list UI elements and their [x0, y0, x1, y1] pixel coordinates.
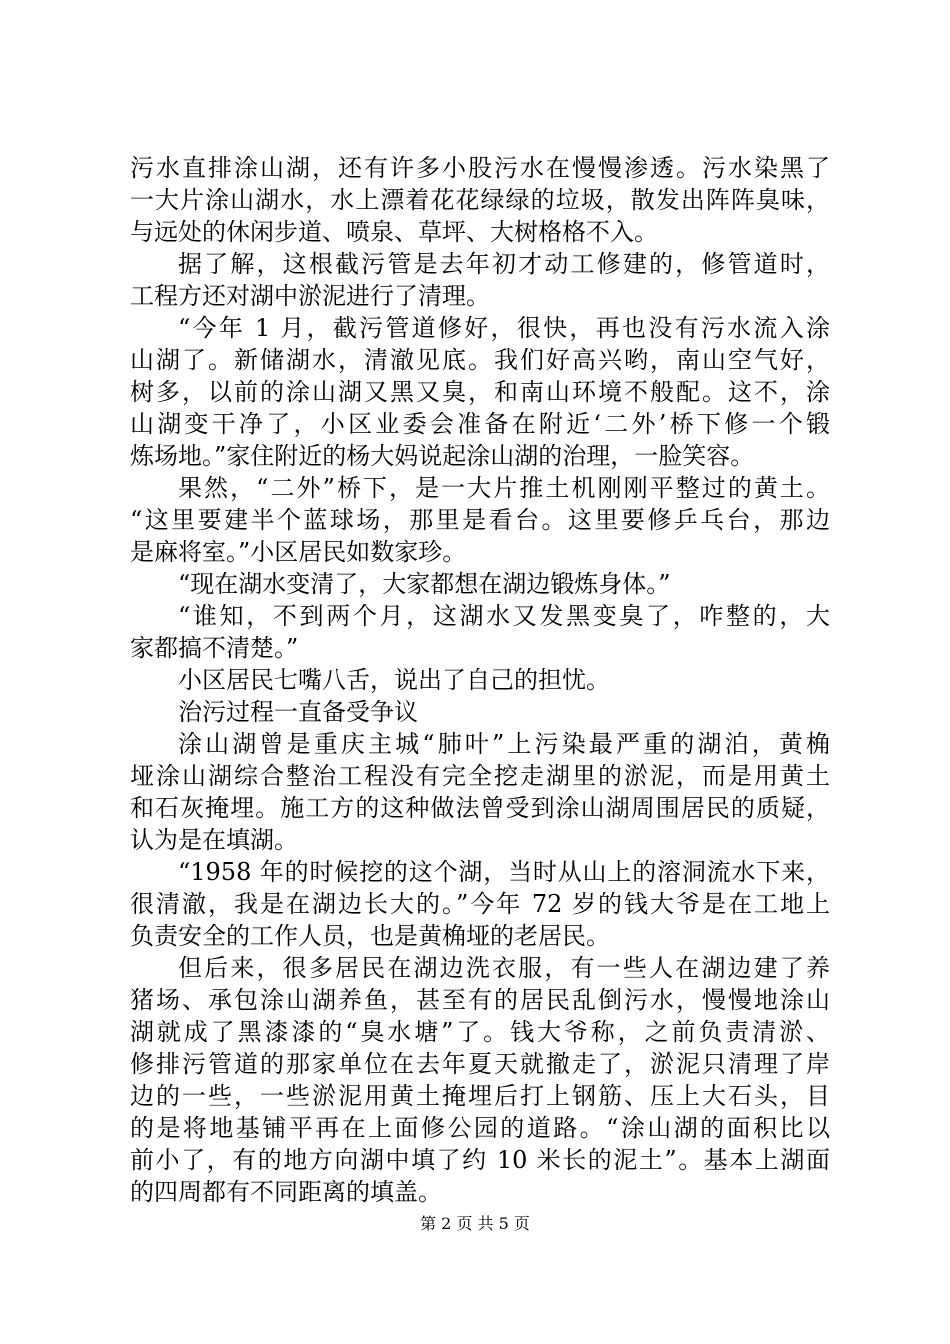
- text-line: 修排污管道的那家单位在去年夏天就撤走了，淤泥只清理了岸: [130, 1050, 830, 1078]
- text-line: 与远处的休闲步道、喷泉、草坪、大树格格不入。: [130, 218, 658, 246]
- text-line: 湖就成了黑漆漆的“臭水塘”了。钱大爷称，之前负责清淤、: [130, 1018, 830, 1046]
- text-line: “这里要建半个蓝球场，那里是看台。这里要修乒乓台，那边: [130, 506, 830, 534]
- article-body: [130, 152, 830, 1208]
- text-line: “1958 年的时候挖的这个湖，当时从山上的溶洞流水下来，: [178, 858, 830, 886]
- page-footer: [0, 1213, 950, 1235]
- text-line: 边的一些，一些淤泥用黄土掩埋后打上钢筋、压上大石头，目: [130, 1082, 830, 1110]
- page-number: 第 2 页 共 5 页: [420, 1214, 530, 1233]
- text-line: 猪场、承包涂山湖养鱼，甚至有的居民乱倒污水，慢慢地涂山: [130, 986, 830, 1014]
- text-line: 一大片涂山湖水，水上漂着花花绿绿的垃圾，散发出阵阵臭味，: [130, 186, 830, 214]
- text-line: 据了解，这根截污管是去年初才动工修建的，修管道时，: [178, 250, 830, 278]
- text-line: 工程方还对湖中淤泥进行了清理。: [130, 282, 490, 310]
- text-line: “今年 1 月，截污管道修好，很快，再也没有污水流入涂: [178, 314, 830, 342]
- text-line: 和石灰掩埋。施工方的这种做法曾受到涂山湖周围居民的质疑，: [130, 794, 830, 822]
- text-line: 山湖了。新储湖水，清澈见底。我们好高兴哟，南山空气好，: [130, 346, 830, 374]
- text-line: 树多，以前的涂山湖又黑又臭，和南山环境不般配。这不，涂: [130, 378, 830, 406]
- text-line: 果然，“二外”桥下，是一大片推土机刚刚平整过的黄土。: [178, 474, 830, 502]
- text-line: 前小了，有的地方向湖中填了约 10 米长的泥土”。基本上湖面: [130, 1146, 830, 1174]
- text-line: “谁知，不到两个月，这湖水又发黑变臭了，咋整的，大: [178, 602, 830, 630]
- text-line: 污水直排涂山湖，还有许多小股污水在慢慢渗透。污水染黑了: [130, 154, 830, 182]
- text-line: 小区居民七嘴八舌，说出了自己的担忧。: [178, 666, 610, 694]
- text-line: 是麻将室。”小区居民如数家珍。: [130, 538, 467, 566]
- text-line: 垭涂山湖综合整治工程没有完全挖走湖里的淤泥，而是用黄土: [130, 762, 830, 790]
- text-line: 涂山湖曾是重庆主城“肺叶”上污染最严重的湖泊，黄桷: [178, 730, 830, 758]
- text-line: 很清澈，我是在湖边长大的。”今年 72 岁的钱大爷是在工地上: [130, 890, 830, 918]
- text-line: 炼场地。”家住附近的杨大妈说起涂山湖的治理，一脸笑容。: [130, 442, 755, 470]
- text-line: 负责安全的工作人员，也是黄桷垭的老居民。: [130, 922, 610, 950]
- text-line: 的是将地基铺平再在上面修公园的道路。“涂山湖的面积比以: [130, 1114, 830, 1142]
- text-line: 但后来，很多居民在湖边洗衣服，有一些人在湖边建了养: [178, 954, 830, 982]
- text-line: 家都搞不清楚。”: [130, 634, 299, 662]
- text-line: 的四周都有不同距离的填盖。: [130, 1178, 442, 1206]
- text-line: “现在湖水变清了，大家都想在湖边锻炼身体。”: [178, 570, 671, 598]
- text-line: 山湖变干净了，小区业委会准备在附近‘二外’桥下修一个锻: [130, 410, 830, 438]
- text-line: 认为是在填湖。: [130, 826, 298, 854]
- section-heading: 治污过程一直备受争议: [178, 698, 418, 726]
